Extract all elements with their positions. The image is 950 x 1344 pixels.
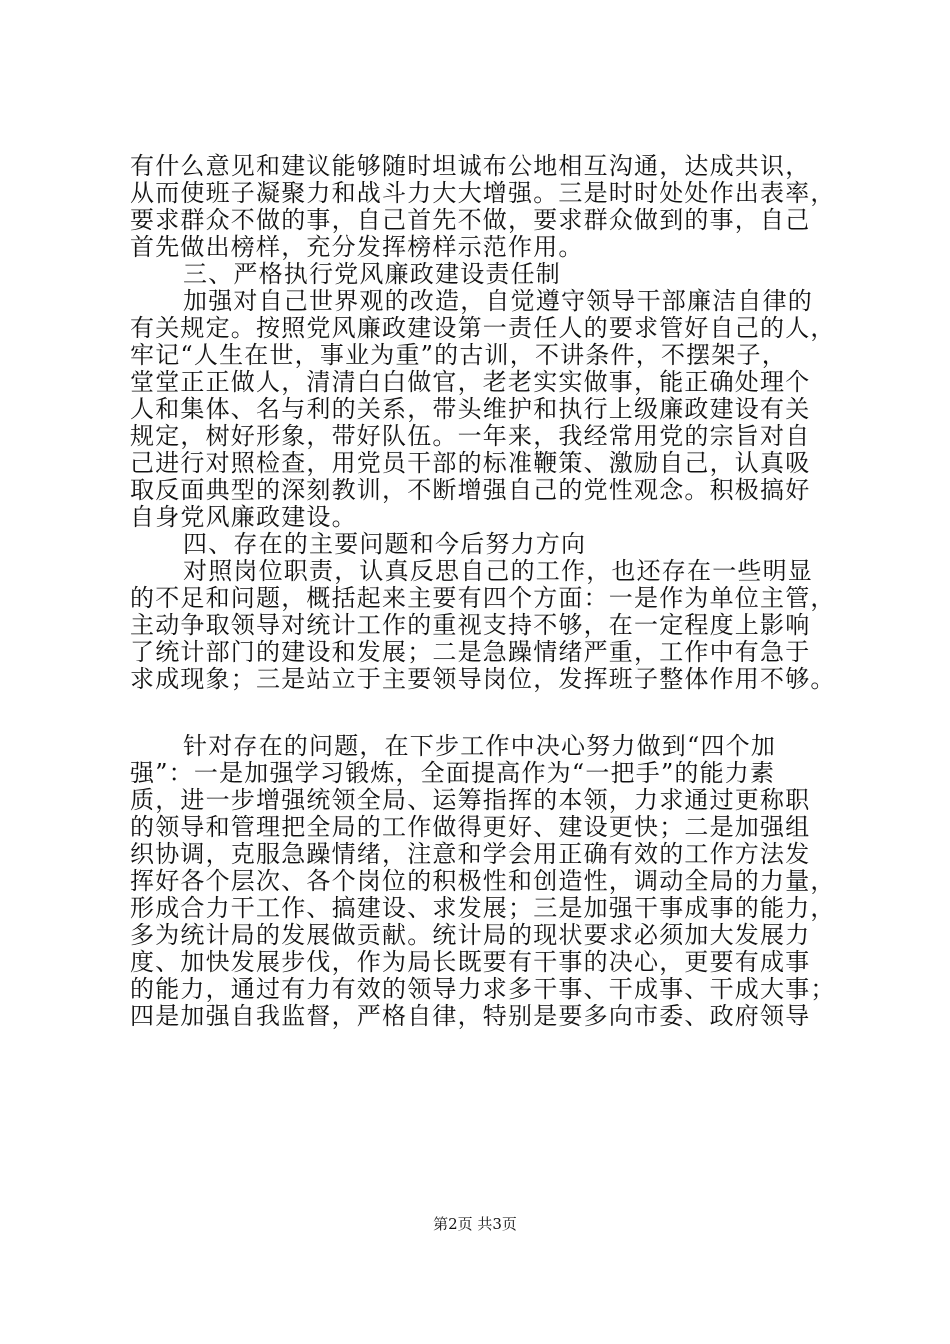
- text-line: 质，进一步增强统领全局、运筹指挥的本领，力求通过更称职: [130, 786, 811, 814]
- text-line: 有什么意见和建议能够随时坦诚布公地相互沟通，达成共识，: [130, 152, 811, 180]
- text-line: 的领导和管理把全局的工作做得更好、建设更快；二是加强组: [130, 813, 811, 841]
- text-line: 主动争取领导对统计工作的重视支持不够，在一定程度上影响: [130, 611, 811, 639]
- text-line: 四是加强自我监督，严格自律，特别是要多向市委、政府领导: [130, 1002, 811, 1030]
- text-line: 堂堂正正做人，清清白白做官，老老实实做事，能正确处理个: [130, 368, 811, 396]
- text-line: 挥好各个层次、各个岗位的积极性和创造性，调动全局的力量，: [130, 867, 836, 895]
- text-line: 对照岗位职责，认真反思自己的工作，也还存在一些明显: [183, 557, 813, 585]
- text-line: 从而使班子凝聚力和战斗力大大增强。三是时时处处作出表率，: [130, 179, 836, 207]
- paragraph-gap: [130, 693, 845, 733]
- text-line: 多为统计局的发展做贡献。统计局的现状要求必须加大发展力: [130, 921, 811, 949]
- text-line: 自身党风廉政建设。: [130, 503, 357, 531]
- text-line: 的能力，通过有力有效的领导力求多干事、干成事、干成大事；: [130, 975, 836, 1003]
- text-line: 针对存在的问题，在下步工作中决心努力做到“四个加: [183, 732, 777, 760]
- text-line: 求成现象；三是站立于主要领导岗位，发挥班子整体作用不够。: [130, 665, 836, 693]
- text-line: 取反面典型的深刻教训，不断增强自己的党性观念。积极搞好: [130, 476, 811, 504]
- text-line: 了统计部门的建设和发展；二是急躁情绪严重，工作中有急于: [130, 638, 811, 666]
- text-line: 首先做出榜样，充分发挥榜样示范作用。: [130, 233, 584, 261]
- text-line: 加强对自己世界观的改造，自觉遵守领导干部廉洁自律的: [183, 287, 813, 315]
- section-heading: 三、严格执行党风廉政建设责任制: [183, 260, 561, 288]
- section-heading: 四、存在的主要问题和今后努力方向: [183, 530, 587, 558]
- text-line: 规定，树好形象，带好队伍。一年来，我经常用党的宗旨对自: [130, 422, 811, 450]
- page-number-footer: 第2页 共3页: [433, 1215, 517, 1233]
- text-line: 形成合力干工作、搞建设、求发展；三是加强干事成事的能力，: [130, 894, 836, 922]
- text-line: 己进行对照检查，用党员干部的标准鞭策、激励自己，认真吸: [130, 449, 811, 477]
- text-line: 有关规定。按照党风廉政建设第一责任人的要求管好自己的人，: [130, 314, 836, 342]
- text-line: 牢记“人生在世，事业为重”的古训，不讲条件，不摆架子，: [130, 341, 787, 369]
- text-line: 的不足和问题，概括起来主要有四个方面：一是作为单位主管，: [130, 584, 836, 612]
- text-line: 人和集体、名与利的关系，带头维护和执行上级廉政建设有关: [130, 395, 811, 423]
- text-line: 度、加快发展步伐，作为局长既要有干事的决心，更要有成事: [130, 948, 811, 976]
- text-line: 强”：一是加强学习锻炼，全面提高作为“一把手”的能力素: [130, 759, 776, 787]
- text-line: 织协调，克服急躁情绪，注意和学会用正确有效的工作方法发: [130, 840, 811, 868]
- text-line: 要求群众不做的事，自己首先不做，要求群众做到的事，自己: [130, 206, 811, 234]
- document-body: [130, 153, 845, 1030]
